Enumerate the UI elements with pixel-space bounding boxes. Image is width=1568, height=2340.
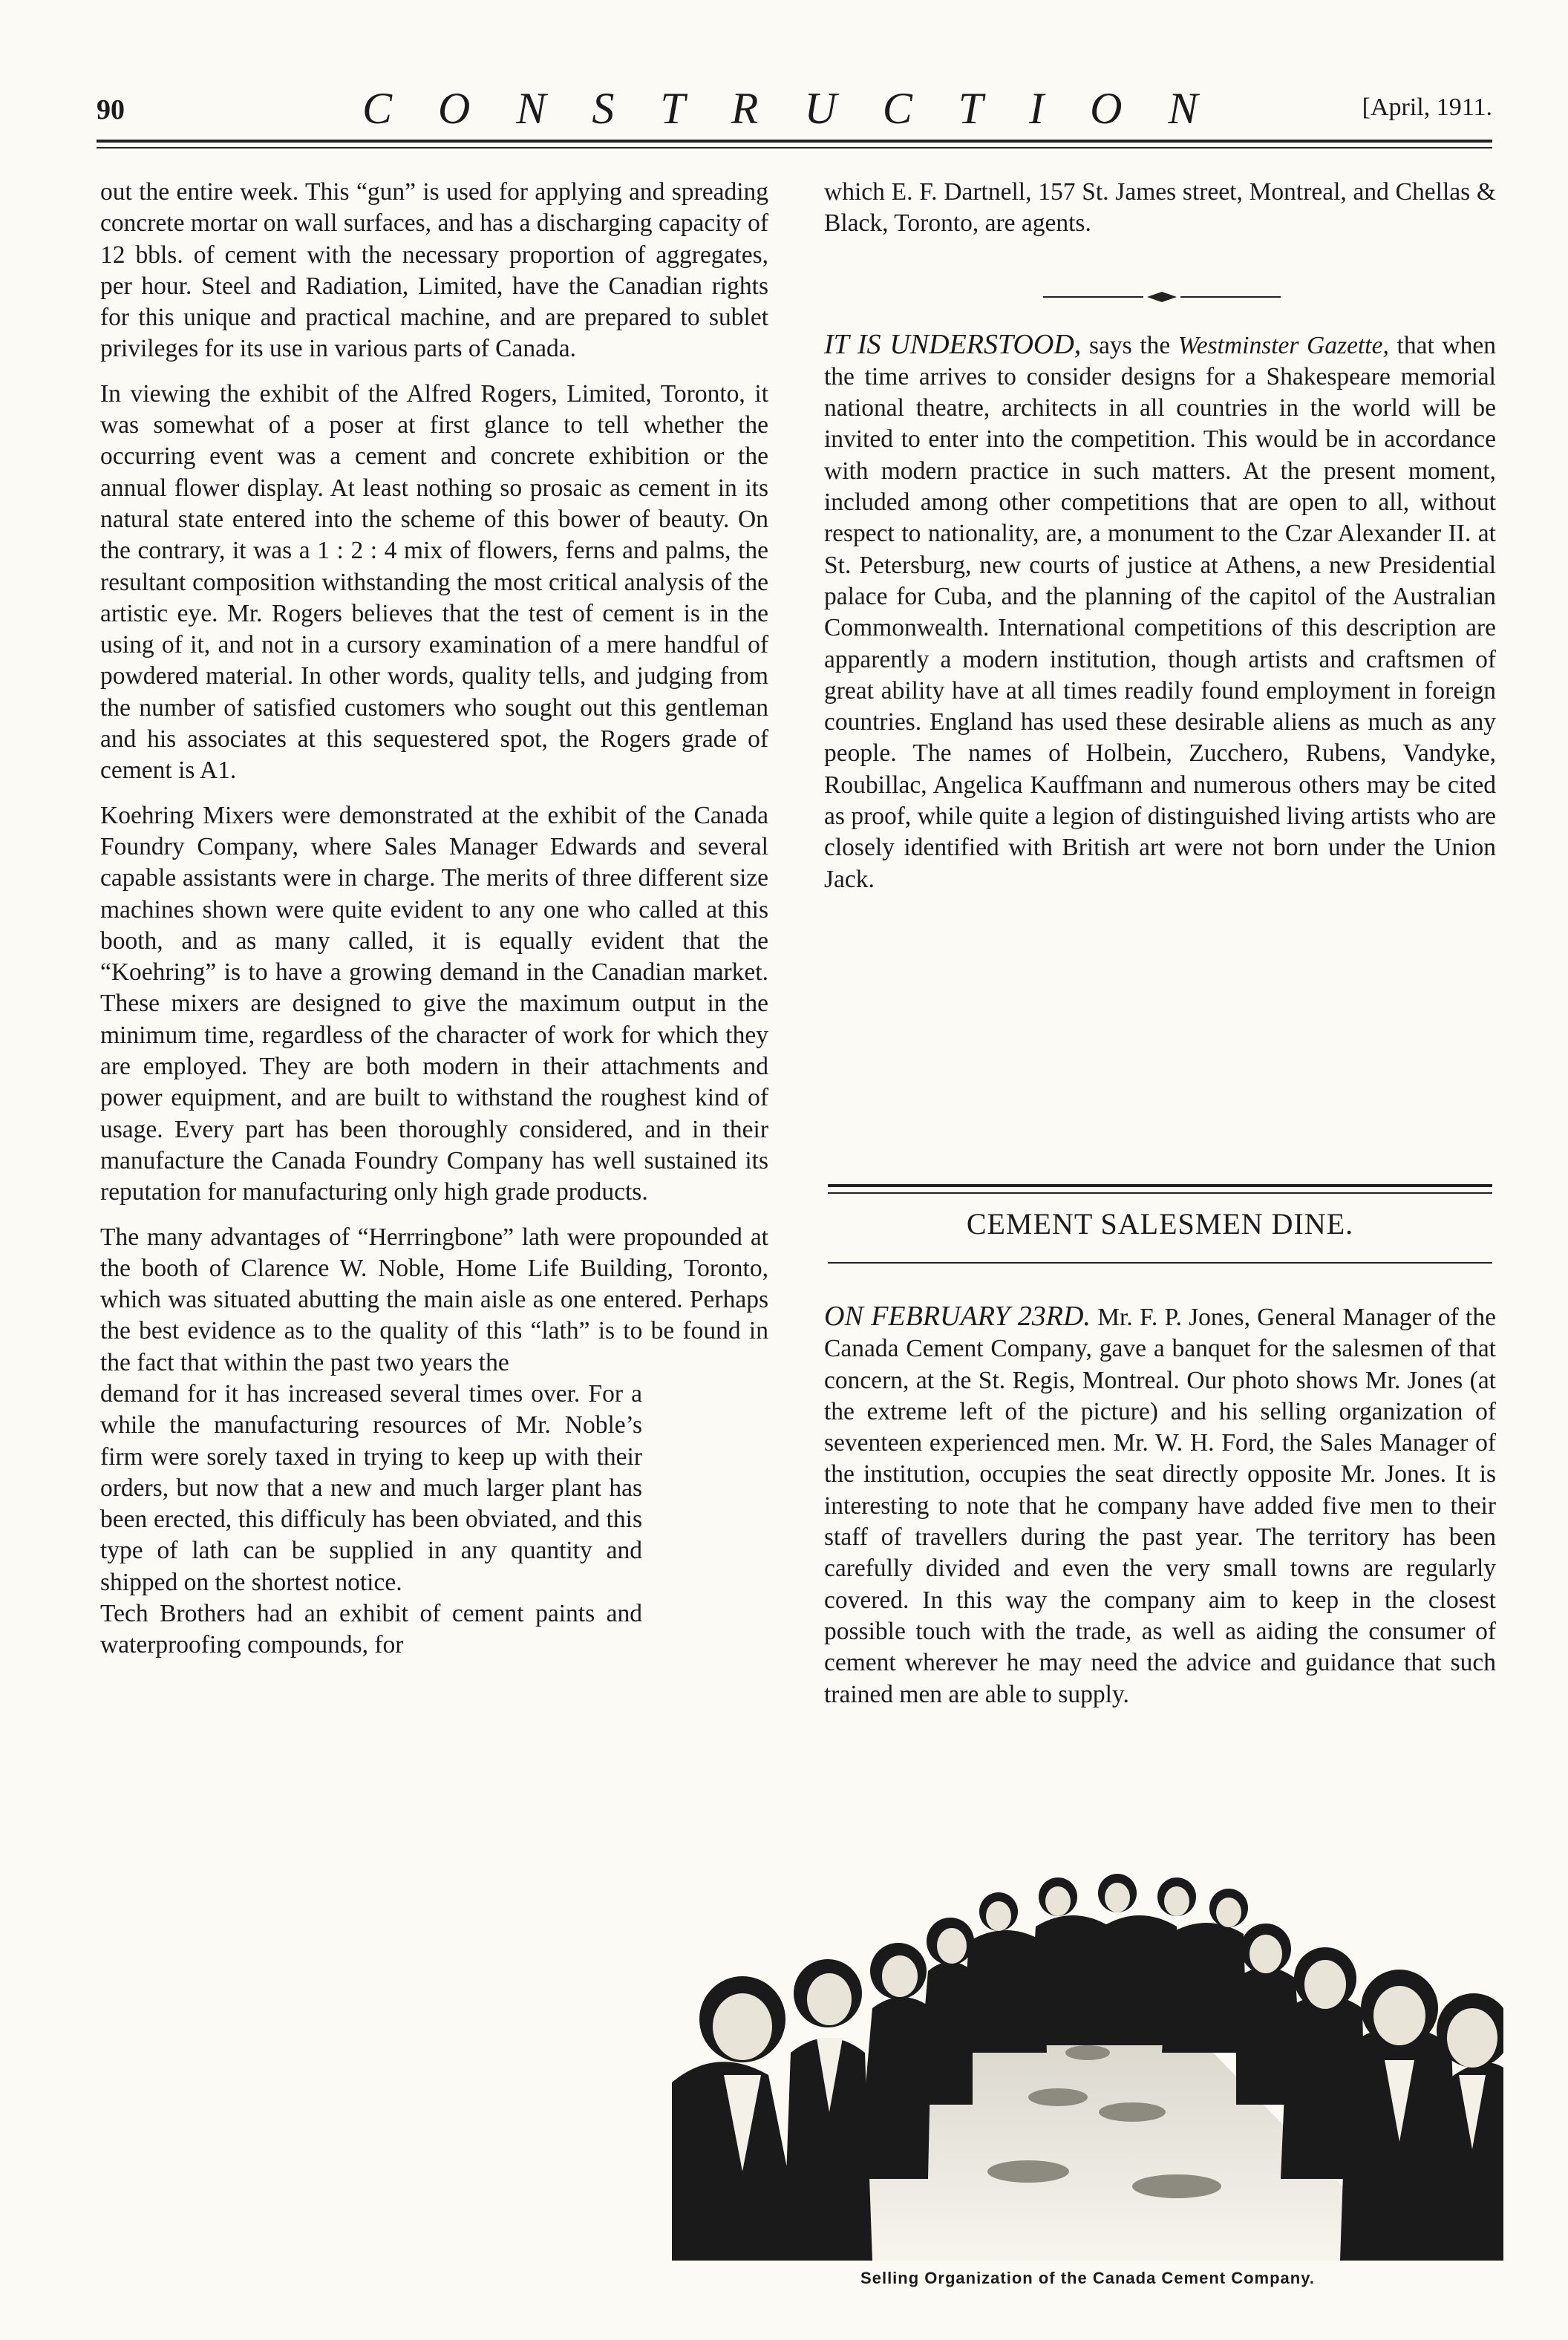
page-number: 90 [97,94,125,125]
page-header [97,83,1492,135]
photo-caption: Selling Organization of the Canada Cement Company. [860,2269,1315,2287]
section-heading: CEMENT SALESMEN DINE. [966,1207,1354,1241]
text-run: that when the time arrives to consider designs for a Shakespeare memorial national theatre, architects in all countries in the world will be invited to enter into the competition. This would be in accordance with modern practice in such matters. At the present moment, included among other competitions that are open to all, without respect to nationality, are, a monument to the Czar Alexander II. at St. Petersburg, new courts of justice at Athens, a new Presidential palace for Cuba, and the planning of the capitol of the Australian Commonwealth. International competitions of this description are apparently a modern institution, though artists and craftsmen of great ability have at all times readily found employment in foreign countries. England has used these desirable aliens as much as any people. The names of Holbein, Zucchero, Rubens, Vandyke, Roubillac, Angelica Kauffmann and numerous others may be cited as proof, while quite a legion of distinguished living artists who are closely identified with British art were not born under the Union Jack. [824,331,1496,893]
header-rule-thin [97,147,1492,148]
lead-phrase: ON FEBRUARY 23RD. [824,1301,1091,1332]
article-paragraph: The many advantages of “Herrringbone” lath were propounded at the booth of Clarence W. Noble, Home Life Building, Toronto, which was situated abutting the main aisle as one entered. Perhaps the best evidence as to the quality of this “lath” is to be found in the fact that within the past two years the [100,1223,768,1376]
right-column [824,177,1496,909]
article-paragraph: Koehring Mixers were demonstrated at the exhibit of the Canada Foundry Company, where Sales Manager Edwards and several capable assistants were in charge. The merits of three different size machines shown were quite evident to any one who called at this booth, and as many called, it is equally evident that the “Koehring” is to have a growing demand in the Canadian market. These mixers are designed to give the maximum output in the minimum time, regardless of the character of work for which they are employed. They are both modern in their attachments and power equipment, and are built to withstand the roughest kind of usage. Every part has been thoroughly considered, and in their manufacture the Canada Foundry Company has well sustained its reputation for manufacturing only high grade products. [100,801,768,1206]
header-rule-thick [97,140,1492,143]
section-rule [828,1192,1492,1194]
article-paragraph: out the entire week. This “gun” is used for applying and spreading concrete mortar on wall surfaces, and has a discharging capacity of 12 bbls. of cement with the necessary proportion of aggregates, per hour. Steel and Radiation, Limited, have the Canadian rights for this unique and practical machine, and are prepared to sublet privileges for its use in various parts of Canada. [100,178,768,363]
text-run: Mr. F. P. Jones, General Manager of the Canada Cement Company, gave a banquet for the salesmen of that concern, at the St. Regis, Montreal. Our photo shows Mr. Jones (at the extreme left of the picture) and his selling organization of seventeen experienced men. Mr. W. H. Ford, the Sales Manager of the institution, occupies the seat directly opposite Mr. Jones. It is interesting to note that he company have added five men to their staff of travellers during the past year. The territory has been carefully divided and even the very small towns are regularly covered. In this way the company aim to keep in the closest possible touch with the trade, as well as aiding the consumer of cement wherever he may need the advice and guidance that such trained men are able to supply. [824,1304,1496,1708]
banquet-photo [672,1860,1503,2261]
article-paragraph [824,1301,1496,1710]
publication-name: Westminster Gazette, [1177,331,1389,359]
journal-title: CONSTRUCTION [362,84,1244,133]
article-paragraph: In viewing the exhibit of the Alfred Rogers, Limited, Toronto, it was somewhat of a poser at first glance to tell whether the occurring event was a cement and concrete exhibition or the annual flower display. At least nothing so prosaic as cement in its natural state entered into the scheme of this bower of beauty. On the contrary, it was a 1 : 2 : 4 mix of flowers, ferns and palms, the resultant composition withstanding the most critical analysis of the artistic eye. Mr. Rogers believes that the test of cement is in the using of it, and not in a cursory examination of a mere handful of powdered material. In other words, quality tells, and judging from the number of satisfied customers who sought out this gentleman and his associates at this sequestered spot, the Rogers grade of cement is A1. [100,379,768,785]
issue-date: [April, 1911. [1362,94,1492,121]
article-paragraph-wrapped: demand for it has increased several times over. For a while the manufacturing resources of Mr. Noble’s firm were sorely taxed in trying to keep up with their orders, but now that a new and much larger plant has been erected, this difficuly has been obviated, and this type of lath can be supplied in any quantity and shipped on the shortest notice. [100,1379,642,1596]
section-rule [828,1262,1492,1264]
left-column [100,177,768,1675]
ornament-divider [1043,290,1281,304]
lead-phrase: IT IS UNDERSTOOD, [824,328,1082,360]
text-run: says the [1081,331,1178,359]
right-column-lower [824,1301,1496,1724]
article-paragraph [824,329,1496,895]
section-rule [828,1184,1492,1187]
article-paragraph: which E. F. Dartnell, 157 St. James street, Montreal, and Chellas & Black, Toronto, are agents. [824,178,1496,238]
article-paragraph-wrapped: Tech Brothers had an exhibit of cement paints and waterproofing compounds, for [100,1600,642,1659]
